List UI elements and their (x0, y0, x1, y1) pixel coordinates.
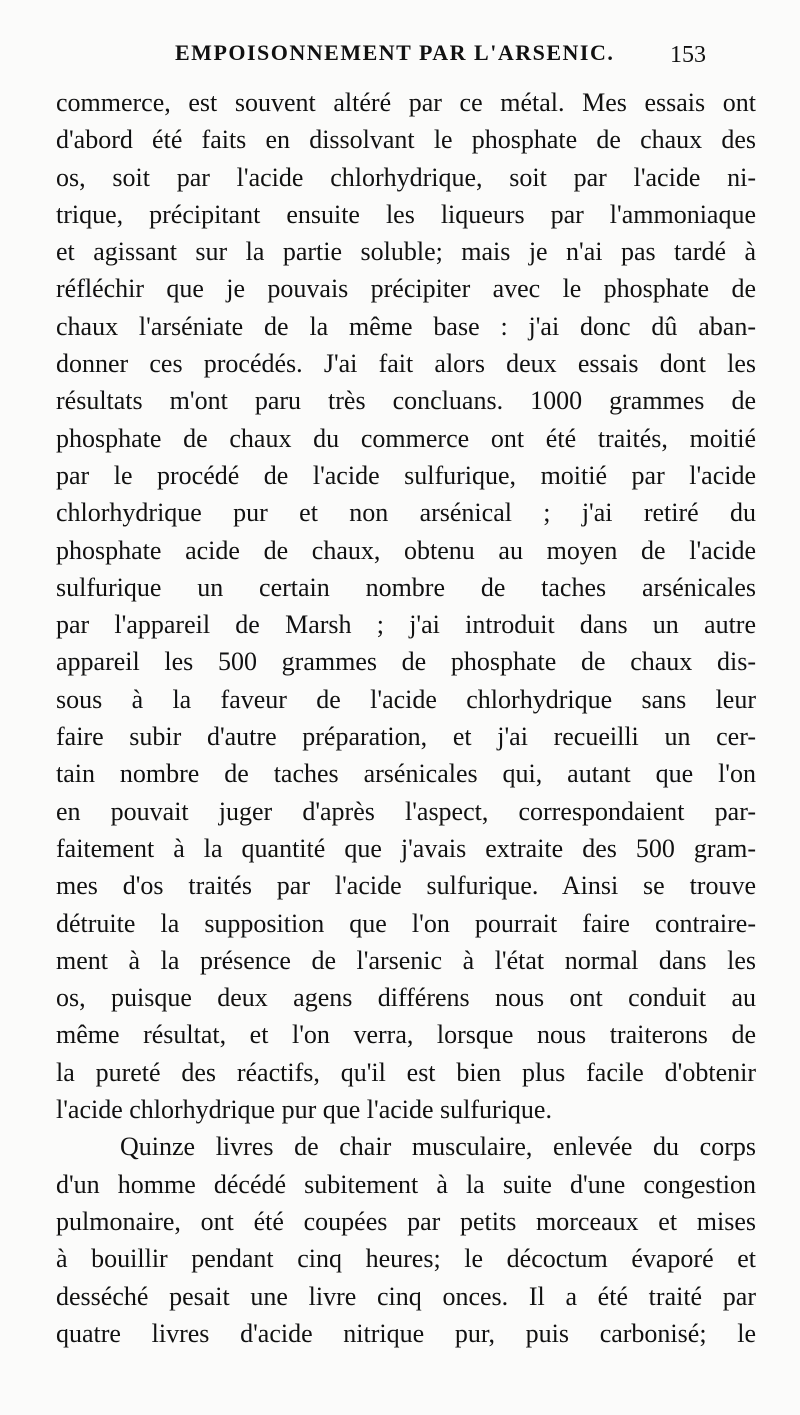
running-title: EMPOISONNEMENT PAR L'ARSENIC. (175, 40, 615, 65)
text-line: quatre livres d'acide nitrique pur, puis carbonisé; le (56, 1318, 756, 1348)
text-line: réfléchir que je pouvais précipiter avec le phosphate de (56, 274, 756, 304)
paragraph-last-line: l'acide chlorhydrique pur que l'acide sulfurique. (56, 1095, 552, 1125)
paragraph-first-line: Quinze livres de chair musculaire, enlevée du corps (120, 1132, 756, 1162)
text-line: os, puisque deux agens différens nous ont conduit au (56, 983, 756, 1013)
page-number: 153 (670, 42, 706, 68)
text-line: d'abord été faits en dissolvant le phosphate de chaux des (56, 125, 756, 155)
text-line: commerce, est souvent altéré par ce métal. Mes essais ont (56, 88, 756, 117)
page-header (0, 38, 800, 78)
text-line: mes d'os traités par l'acide sulfurique. Ainsi se trouve (56, 871, 756, 901)
text-line: à bouillir pendant cinq heures; le décoctum évaporé et (56, 1244, 756, 1274)
text-line: d'un homme décédé subitement à la suite d'une congestion (56, 1169, 756, 1199)
text-line: faitement à la quantité que j'avais extraite des 500 gram- (56, 833, 756, 863)
text-line: par l'appareil de Marsh ; j'ai introduit dans un autre (56, 610, 756, 640)
text-line: trique, précipitant ensuite les liqueurs par l'ammoniaque (56, 199, 756, 229)
text-line: chaux l'arséniate de la même base : j'ai donc dû aban- (56, 311, 756, 341)
text-line: donner ces procédés. J'ai fait alors deux essais dont les (56, 349, 756, 379)
text-line: faire subir d'autre préparation, et j'ai recueilli un cer- (56, 722, 756, 752)
body-text (56, 84, 756, 1352)
text-line: et agissant sur la partie soluble; mais je n'ai pas tardé à (56, 237, 756, 267)
text-line: ment à la présence de l'arsenic à l'état normal dans les (56, 945, 756, 975)
text-line: la pureté des réactifs, qu'il est bien plus facile d'obtenir (56, 1057, 756, 1087)
text-line: résultats m'ont paru très concluans. 1000 grammes de (56, 386, 756, 416)
text-line: tain nombre de taches arsénicales qui, autant que l'on (56, 759, 756, 789)
text-line: pulmonaire, ont été coupées par petits morceaux et mises (56, 1206, 756, 1236)
text-line: desséché pesait une livre cinq onces. Il a été traité par (56, 1281, 756, 1311)
text-line: appareil les 500 grammes de phosphate de chaux dis- (56, 647, 756, 677)
text-line: en pouvait juger d'après l'aspect, correspondaient par- (56, 796, 756, 826)
text-line: même résultat, et l'on verra, lorsque nous traiterons de (56, 1020, 756, 1050)
text-line: sulfurique un certain nombre de taches arsénicales (56, 572, 756, 602)
text-line: sous à la faveur de l'acide chlorhydrique sans leur (56, 684, 756, 714)
text-line: chlorhydrique pur et non arsénical ; j'ai retiré du (56, 498, 756, 528)
text-line: os, soit par l'acide chlorhydrique, soit par l'acide ni- (56, 162, 756, 192)
text-line: phosphate acide de chaux, obtenu au moyen de l'acide (56, 535, 756, 565)
text-line: phosphate de chaux du commerce ont été traités, moitié (56, 423, 756, 453)
text-line: par le procédé de l'acide sulfurique, moitié par l'acide (56, 460, 756, 490)
text-line: détruite la supposition que l'on pourrait faire contraire- (56, 908, 756, 938)
